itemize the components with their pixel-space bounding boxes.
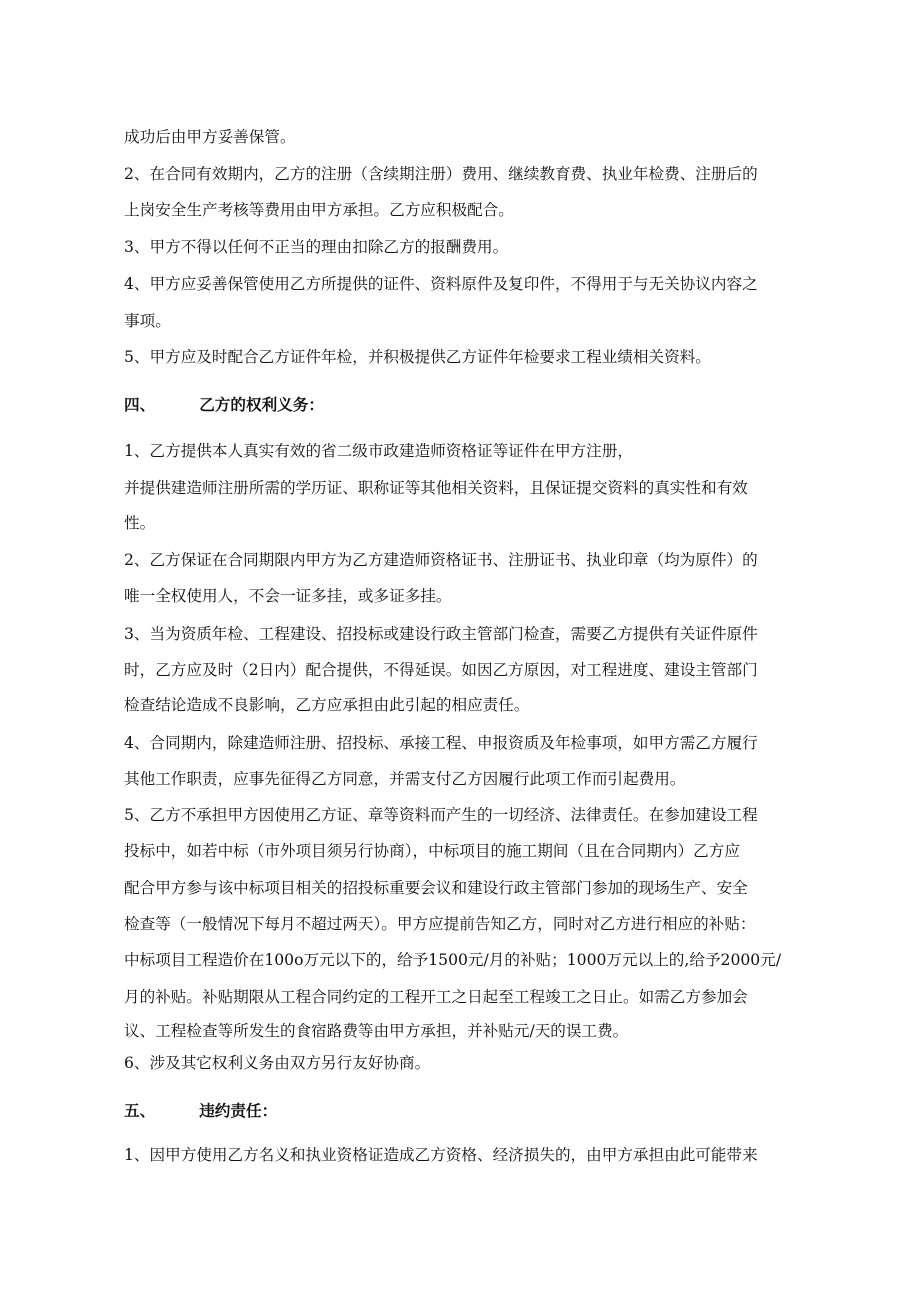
section-heading <box>124 394 324 416</box>
text-line: 并提供建造师注册所需的学历证、职称证等其他相关资料，且保证提交资料的真实性和有效 <box>124 479 748 497</box>
text-line: 3、甲方不得以任何不正当的理由扣除乙方的报酬费用。 <box>124 238 509 256</box>
section-number: 五、 <box>124 1101 156 1120</box>
text-line: 5、乙方不承担甲方因使用乙方证、章等资料而产生的一切经济、法律责任。在参加建设工程 <box>124 806 758 824</box>
text-line: 中标项目工程造价在100o万元以下的，给予1500元/月的补贴；1000万元以上的,给予2000元/ <box>124 951 782 969</box>
text-line: 检查等（一般情况下每月不超过两天）。甲方应提前告知乙方，同时对乙方进行相应的补贴： <box>124 915 756 933</box>
text-line: 3、当为资质年检、工程建设、招投标或建设行政主管部门检查，需要乙方提供有关证件原件 <box>124 625 758 643</box>
section-number: 四、 <box>124 395 156 414</box>
text-line: 4、合同期内，除建造师注册、招投标、承接工程、申报资质及年检事项，如甲方需乙方履行 <box>124 734 758 752</box>
text-line: 时，乙方应及时（2日内）配合提供，不得延误。如因乙方原因，对工程进度、建设主管部门 <box>124 661 758 679</box>
text-line: 唯一全权使用人，不会一证多挂，或多证多挂。 <box>124 587 452 605</box>
text-line: 1、因甲方使用乙方名义和执业资格证造成乙方资格、经济损失的，由甲方承担由此可能带来 <box>124 1146 758 1164</box>
text-line: 5、甲方应及时配合乙方证件年检，并积极提供乙方证件年检要求工程业绩相关资料。 <box>124 348 711 366</box>
text-line: 上岗安全生产考核等费用由甲方承担。乙方应积极配合。 <box>124 201 514 219</box>
text-line: 事项。 <box>124 312 171 330</box>
text-line: 检查结论造成不良影响，乙方应承担由此引起的相应责任。 <box>124 696 530 714</box>
text-line: 月的补贴。补贴期限从工程合同约定的工程开工之日起至工程竣工之日止。如需乙方参加会 <box>124 988 748 1006</box>
text-line: 其他工作职责，应事先征得乙方同意，并需支付乙方因履行此项工作而引起费用。 <box>124 770 686 788</box>
section-heading <box>124 1100 277 1122</box>
text-line: 2、乙方保证在合同期限内甲方为乙方建造师资格证书、注册证书、执业印章（均为原件）的 <box>124 551 758 569</box>
text-line: 投标中，如若中标（市外项目须另行协商），中标项目的施工期间（且在合同期内）乙方应 <box>124 842 740 860</box>
text-line: 性。 <box>124 514 156 532</box>
text-line: 2、在合同有效期内，乙方的注册（含续期注册）费用、继续教育费、执业年检费、注册后的 <box>124 165 758 183</box>
text-line: 4、甲方应妥善保管使用乙方所提供的证件、资料原件及复印件，不得用于与无关协议内容之 <box>124 275 758 293</box>
section-title: 违约责任： <box>199 1101 278 1120</box>
text-line: 配合甲方参与该中标项目相关的招投标重要会议和建设行政主管部门参加的现场生产、安全 <box>124 879 748 897</box>
text-line: 1、乙方提供本人真实有效的省二级市政建造师资格证等证件在甲方注册， <box>124 442 633 460</box>
text-line: 议、工程检查等所发生的食宿路费等由甲方承担，并补贴元/天的误工费。 <box>124 1022 629 1040</box>
text-line: 6、涉及其它权利义务由双方另行友好协商。 <box>124 1054 431 1072</box>
text-line: 成功后由甲方妥善保管。 <box>124 128 296 146</box>
section-title: 乙方的权利义务： <box>199 395 324 414</box>
